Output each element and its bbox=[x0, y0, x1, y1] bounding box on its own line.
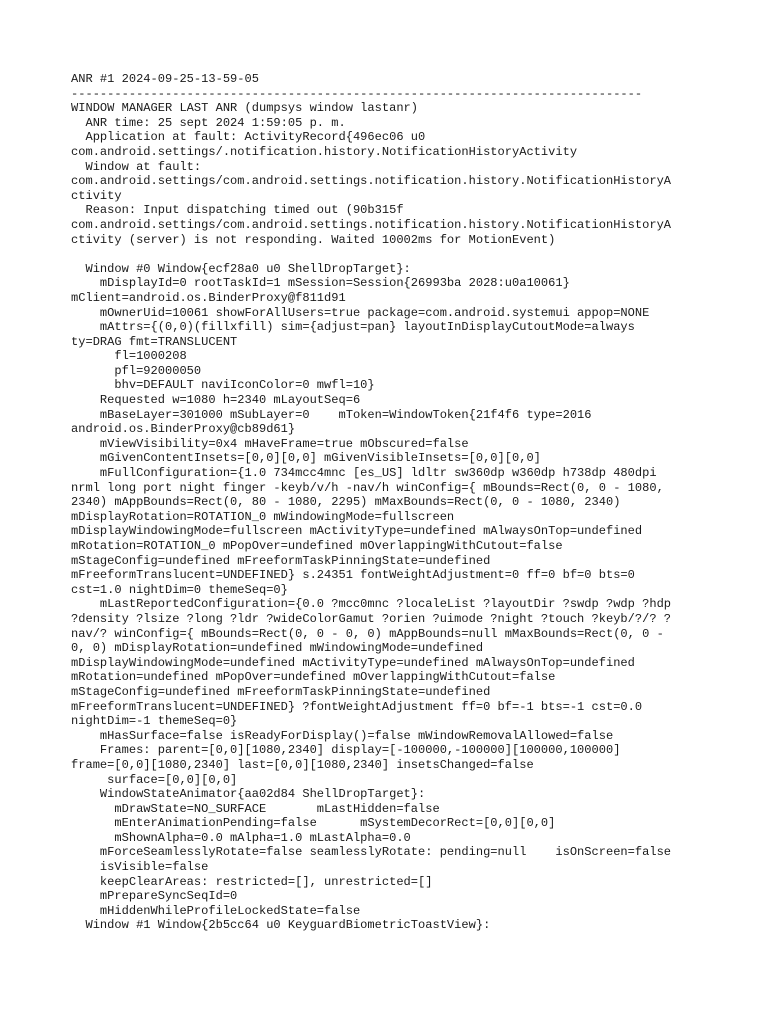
log-line: mBaseLayer=301000 mSubLayer=0 mToken=WindowToken{21f4f6 type=2016 bbox=[71, 407, 592, 422]
log-line: ctivity (server) is not responding. Waited 10002ms for MotionEvent) bbox=[71, 232, 556, 247]
log-line: 2340) mAppBounds=Rect(0, 80 - 1080, 2295) mMaxBounds=Rect(0, 0 - 1080, 2340) bbox=[71, 495, 621, 510]
log-line: mShownAlpha=0.0 mAlpha=1.0 mLastAlpha=0.0 bbox=[71, 830, 411, 845]
log-line: mAttrs={(0,0)(fillxfill) sim={adjust=pan} layoutInDisplayCutoutMode=always bbox=[71, 320, 635, 335]
log-line: pfl=92000050 bbox=[71, 363, 202, 378]
log-line: isVisible=false bbox=[71, 860, 209, 875]
log-line: mFreeformTranslucent=UNDEFINED} s.24351 fontWeightAdjustment=0 ff=0 bf=0 bts=0 bbox=[71, 568, 635, 583]
log-line: 0, 0) mDisplayRotation=undefined mWindowingMode=undefined bbox=[71, 641, 484, 656]
log-line: mOwnerUid=10061 showForAllUsers=true package=com.android.systemui appop=NONE bbox=[71, 305, 650, 320]
log-line: ANR time: 25 sept 2024 1:59:05 p. m. bbox=[71, 115, 346, 130]
log-line: WindowStateAnimator{aa02d84 ShellDropTarget}: bbox=[71, 787, 426, 802]
log-body bbox=[71, 101, 711, 933]
log-line: mDisplayWindowingMode=fullscreen mActivityType=undefined mAlwaysOnTop=undefined bbox=[71, 524, 643, 539]
log-line: mStageConfig=undefined mFreeformTaskPinningState=undefined bbox=[71, 684, 491, 699]
log-line: com.android.settings/com.android.settings.notification.history.NotificationHistoryA bbox=[71, 174, 672, 189]
log-line: mEnterAnimationPending=false mSystemDecorRect=[0,0][0,0] bbox=[71, 816, 556, 831]
log-line: Frames: parent=[0,0][1080,2340] display=[-100000,-100000][100000,100000] bbox=[71, 743, 621, 758]
log-line: ctivity bbox=[71, 188, 122, 203]
log-line: mGivenContentInsets=[0,0][0,0] mGivenVisibleInsets=[0,0][0,0] bbox=[71, 451, 541, 466]
log-line: keepClearAreas: restricted=[], unrestricted=[] bbox=[71, 874, 433, 889]
log-line: mDrawState=NO_SURFACE mLastHidden=false bbox=[71, 801, 440, 816]
log-line: Application at fault: ActivityRecord{496ec06 u0 bbox=[71, 130, 426, 145]
log-line: mRotation=ROTATION_0 mPopOver=undefined mOverlappingWithCutout=false bbox=[71, 539, 563, 553]
log-line: fl=1000208 bbox=[71, 349, 187, 364]
log-line: mStageConfig=undefined mFreeformTaskPinningState=undefined bbox=[71, 553, 491, 568]
log-line: surface=[0,0][0,0] bbox=[71, 772, 238, 787]
log-header: ANR #1 2024-09-25-13-59-05 bbox=[71, 72, 259, 86]
log-line: com.android.settings/com.android.settings.notification.history.NotificationHistoryA bbox=[71, 217, 672, 232]
log-line: mFullConfiguration={1.0 734mcc4mnc [es_US] ldltr sw360dp w360dp h738dp 480dpi bbox=[71, 466, 657, 481]
log-line: ?density ?lsize ?long ?ldr ?wideColorGamut ?orien ?uimode ?night ?touch ?keyb/?/? ? bbox=[71, 611, 672, 626]
log-line: Window #0 Window{ecf28a0 u0 ShellDropTarget}: bbox=[71, 261, 411, 276]
log-line: mHasSurface=false isReadyForDisplay()=false mWindowRemovalAllowed=false bbox=[71, 728, 614, 743]
log-line: Requested w=1080 h=2340 mLayoutSeq=6 bbox=[71, 393, 361, 408]
log-line: mDisplayId=0 rootTaskId=1 mSession=Session{26993ba 2028:u0a10061} bbox=[71, 276, 570, 291]
log-line: nav/? winConfig={ mBounds=Rect(0, 0 - 0, 0) mAppBounds=null mMaxBounds=Rect(0, 0 - bbox=[71, 626, 664, 641]
log-line: mFreeformTranslucent=UNDEFINED} ?fontWeightAdjustment ff=0 bf=-1 bts=-1 cst=0.0 bbox=[71, 699, 643, 714]
log-separator: ------------------------------------------------------------------------------- bbox=[71, 86, 643, 101]
log-line: WINDOW MANAGER LAST ANR (dumpsys window lastanr) bbox=[71, 101, 419, 116]
log-blank-line bbox=[71, 247, 711, 262]
log-line: cst=1.0 nightDim=0 themeSeq=0} bbox=[71, 582, 288, 597]
log-line: mViewVisibility=0x4 mHaveFrame=true mObscured=false bbox=[71, 436, 469, 451]
log-line: ty=DRAG fmt=TRANSLUCENT bbox=[71, 334, 238, 349]
log-line: frame=[0,0][1080,2340] last=[0,0][1080,2340] insetsChanged=false bbox=[71, 757, 534, 772]
log-line: android.os.BinderProxy@cb89d61} bbox=[71, 422, 296, 437]
log-line: mRotation=undefined mPopOver=undefined mOverlappingWithCutout=false bbox=[71, 670, 556, 685]
log-line: com.android.settings/.notification.history.NotificationHistoryActivity bbox=[71, 144, 578, 159]
log-line: mLastReportedConfiguration={0.0 ?mcc0mnc ?localeList ?layoutDir ?swdp ?wdp ?hdp bbox=[71, 597, 672, 612]
log-line: Reason: Input dispatching timed out (90b315f bbox=[71, 203, 404, 218]
log-line: bhv=DEFAULT naviIconColor=0 mwfl=10} bbox=[71, 378, 375, 393]
log-line: nightDim=-1 themeSeq=0} bbox=[71, 714, 238, 729]
log-line: mForceSeamlesslyRotate=false seamlesslyRotate: pending=null isOnScreen=false bbox=[71, 845, 672, 860]
log-line: Window #1 Window{2b5cc64 u0 KeyguardBiometricToastView}: bbox=[71, 918, 491, 933]
anr-log-document bbox=[71, 72, 711, 933]
log-line: mClient=android.os.BinderProxy@f811d91 bbox=[71, 290, 346, 305]
log-line: mHiddenWhileProfileLockedState=false bbox=[71, 903, 361, 918]
log-line: nrml long port night finger -keyb/v/h -nav/h winConfig={ mBounds=Rect(0, 0 - 1080, bbox=[71, 480, 664, 495]
log-line: mDisplayWindowingMode=undefined mActivityType=undefined mAlwaysOnTop=undefined bbox=[71, 655, 635, 670]
log-line: mDisplayRotation=ROTATION_0 mWindowingMode=fullscreen bbox=[71, 509, 455, 524]
log-line: Window at fault: bbox=[71, 159, 202, 174]
log-line: mPrepareSyncSeqId=0 bbox=[71, 889, 238, 904]
